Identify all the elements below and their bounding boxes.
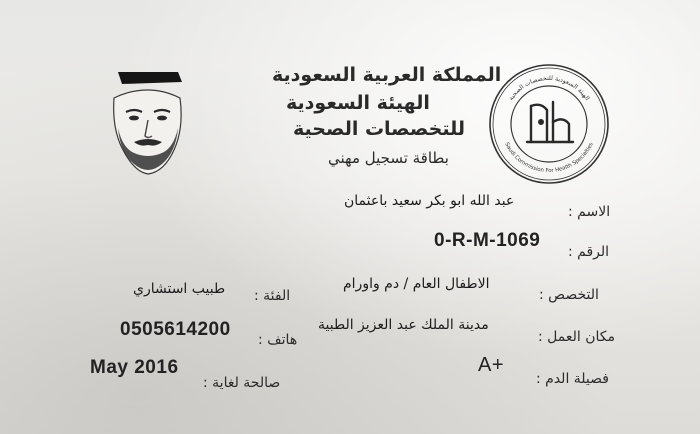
specialty-value: الاطفال العام / دم واورام xyxy=(343,276,490,292)
valid-until-value: May 2016 xyxy=(90,357,179,378)
commission-subtitle: للتخصصات الصحية xyxy=(293,118,465,140)
valid-until-label: صالحة لغاية : xyxy=(203,375,281,391)
name-label: الاسم : xyxy=(568,204,611,220)
blood-type-value: A+ xyxy=(478,354,505,376)
registration-number-label: الرقم : xyxy=(568,244,610,260)
kingdom-title: المملكة العربية السعودية xyxy=(272,64,502,86)
category-value: طبيب استشاري xyxy=(133,281,226,297)
category-label: الفئة : xyxy=(254,288,291,304)
commission-title: الهيئة السعودية xyxy=(286,92,430,114)
registration-number-value: 0-R-M-1069 xyxy=(434,230,541,251)
seal-arabic-ring-text: الهيئة السعودية للتخصصات الصحية xyxy=(507,74,591,102)
workplace-value: مدينة الملك عبد العزيز الطبية xyxy=(318,317,489,333)
scfhs-seal-icon xyxy=(487,62,611,186)
phone-value: 0505614200 xyxy=(120,319,231,340)
member-photo-icon xyxy=(104,68,186,180)
card-type-title: بطاقة تسجيل مهني xyxy=(328,149,449,167)
phone-label: هاتف : xyxy=(258,332,298,348)
seal-english-ring-text: Saudi Commission For Health Specialties xyxy=(503,141,595,175)
workplace-label: مكان العمل : xyxy=(538,329,615,345)
specialty-label: التخصص : xyxy=(539,287,599,303)
name-value: عبد الله ابو بكر سعيد باعثمان xyxy=(344,193,515,209)
blood-type-label: فصيلة الدم : xyxy=(536,371,609,387)
